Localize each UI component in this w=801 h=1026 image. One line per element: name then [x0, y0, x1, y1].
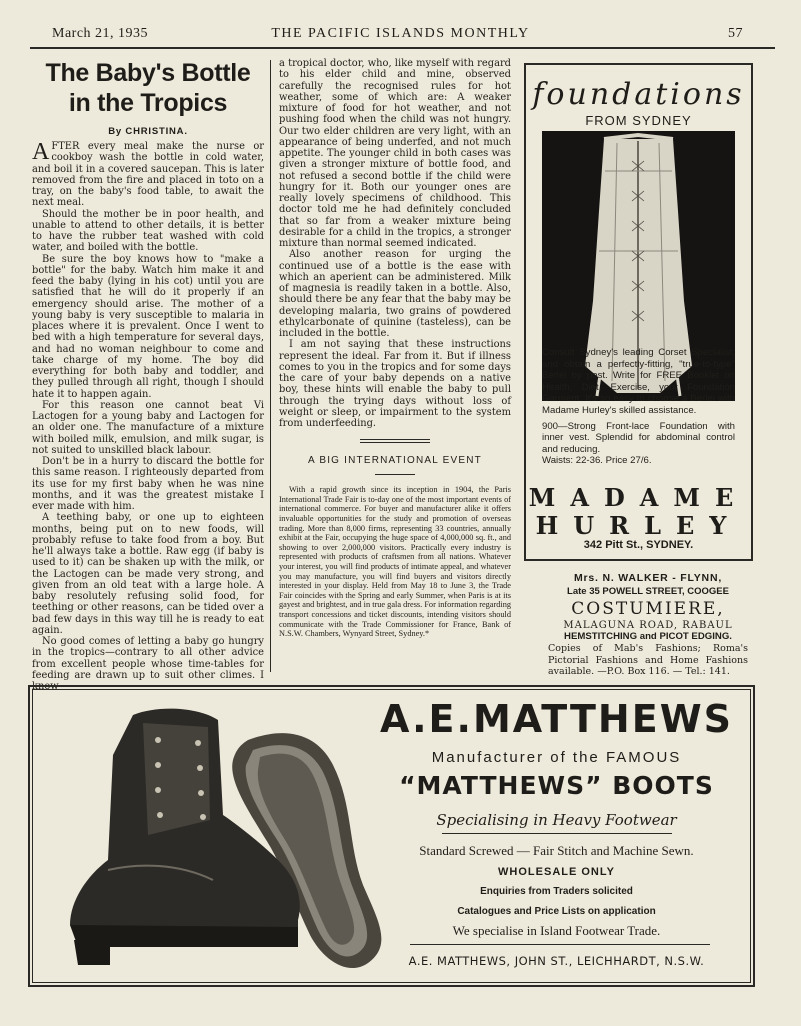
hurley-name: HURLEY [535, 511, 742, 540]
drop-cap: A [32, 139, 50, 165]
article-paragraph: Be sure the boy knows how to "make a bottle" for the baby. Watch him make it and feed the baby (lying in his cot) until you are satisfied that he will do it properly if an emergency should arise. The mother of a young baby is very susceptible to malaria in places where it is prevalent. Once I went to bed with a high temperature for several days, and had no woman neighbour to come and take charge of my home. The boy did everything for both baby and toddler, and they pulled through all right, though I should hate it to happen again. [32, 253, 264, 400]
article-paragraph: I am not saying that these instructions represent the ideal. Far from it. But if illness comes to you in the tropics and for some days the care of your baby depends on a native boy, these hints will enable the baby to pull through the trying days without loss of weight or sleep, or impairment to the system from underfeeding. [279, 339, 511, 429]
boots-product-name: “MATTHEWS” BOOTS [399, 771, 714, 800]
section-rule [375, 474, 415, 475]
costumiere-title: COSTUMIERE, [571, 599, 725, 619]
costumiere-advertisement [548, 572, 748, 678]
boots-wholesale: WHOLESALE ONLY [498, 866, 615, 878]
article-paragraph: Don't be in a hurry to discard the bottle for this same reason. I righteously departed from its use for my first baby when he was nine months, and it was the greatest mistake I ever made with him. [32, 456, 264, 512]
publication-title: THE PACIFIC ISLANDS MONTHLY [271, 26, 530, 41]
issue-date: March 21, 1935 [52, 26, 149, 41]
corset-product: 900—Strong Front-lace Foundation with inner vest. Splendid for abdominal control and reducing. [542, 420, 735, 455]
column-divider [270, 60, 271, 672]
boots-rule [442, 833, 672, 834]
section-rule [360, 439, 430, 440]
boots-advertisement [28, 685, 755, 987]
article-paragraph: For this reason one cannot beat Vi Lactogen for a young baby and Lactogen for an older one. The manufacture of a mixture with boiled milk, emulsion, and milk sugar, is not suited to unskilled black labour. [32, 399, 264, 456]
corset-price: Waists: 22-36. Price 27/6. [542, 455, 652, 467]
article-paragraph: a tropical doctor, who, like myself with regard to his elder child and mine, observed carefully the recognised rules for hot weather, some of which are: A weaker mixture of food for hot weather, and not pushing food when the child was not hungry. Our two elder children are very light, with an appearance of being underfed, and not much appetite. The younger child in both cases was given a stronger mixture of bottle food, and not refused a second bottle if the child were hungry for it. Both our younger ones are really lovely specimens of childhood. This doctor told me he had definitely concluded that so far from a weaker mixture being desirable for a child in the tropics, a stronger mixture than normal seemed indicated. [279, 58, 511, 249]
article-title: The Baby's Bottle in the Tropics [45, 59, 251, 117]
corset-advertisement [524, 63, 753, 561]
corset-address: 342 Pitt St., SYDNEY. [583, 539, 694, 551]
costumiere-road: MALAGUNA ROAD, RABAUL [563, 620, 733, 631]
section-rule [360, 442, 430, 443]
article-byline: By CHRISTINA. [108, 126, 188, 137]
article-paragraph: AFTER every meal make the nurse or cookboy wash the bottle in cold water, and boil it in a covered saucepan. This is later removed from the fire and placed in toto on a tray, on the baby's food table, to await the next meal. [32, 139, 264, 209]
costumiere-hemstitching: HEMSTITCHING and PICOT EDGING. [564, 631, 732, 642]
from-sydney: FROM SYDNEY [585, 113, 692, 128]
costumiere-owner: Mrs. N. WALKER - FLYNN, [573, 572, 723, 584]
article-paragraph: Also another reason for urging the continued use of a bottle is the ease with which an aperient can be administered. Milk of magnesia is readily taken in a bottle. Also, should there be any fear that the baby may be developing malaria, two grains of powdered ethylcarbonate of quinine (tasteless), can be included in the bottle. [279, 249, 511, 339]
boots-company-name: A.E.MATTHEWS [380, 697, 733, 741]
madame-name: MADAME [528, 483, 749, 512]
header-rule [30, 47, 775, 49]
boots-rule [410, 944, 710, 945]
article-column-2 [279, 58, 511, 639]
boots-specialising: Specialising in Heavy Footwear [436, 811, 677, 829]
article-paragraph: Should the mother be in poor health, and unable to attend to other details, it is better to have the rubber teat washed with cold water, and boiled with the bottle. [32, 208, 264, 254]
costumiere-previous-address: Late 35 POWELL STREET, COOGEE [567, 586, 729, 597]
article-paragraph: No good comes of letting a baby go hungry in the tropics—contrary to all other advice from excellent people whose time-tables for feeding are drawn up to suit other climes. I know [32, 636, 264, 692]
boots-address: A.E. MATTHEWS, JOHN ST., LEICHHARDT, N.S.W. [408, 954, 705, 968]
boots-catalogues: Catalogues and Price Lists on application [457, 906, 656, 917]
boots-manufacturer: Manufacturer of the FAMOUS [431, 749, 682, 766]
costumiere-details: Copies of Mab's Fashions; Roma's Pictorial Fashions and Home Fashions available. —P.O. Box 116. — Tel.: 141. [548, 643, 748, 677]
boots-enquiries: Enquiries from Traders solicited [480, 886, 633, 897]
article-column-1 [32, 58, 264, 692]
event-text: With a rapid growth since its inception in 1904, the Paris International Trade Fair is to-day one of the most important events of international commerce. For buyer and manufacturer alike it offers invaluable opportunities for the study and promotion of overseas trading. More than 8,000 firms, representing 33 countries, annually exhibit at the Fair, occupying the huge space of 4,000,000 sq. ft., and showing to over 2,000,000 visitors. Practically every industry is represented with products of craftsmen from all nations. Whatever your interest, you will find products of intimate appeal, and whatever you may manufacture, you will find buyers and visitors directly interested in your display. Held from May 18 to June 3, the Trade Fair coincides with the Spring and early Summer, when Paris is at its gayest and brightest, and in true gala dress. For information regarding transport concessions and ticket discounts, intending visitors should communicate with the Trade Commissioner for France, Bank of N.S.W. Chambers, Wynyard Street, Sydney.* [279, 485, 511, 639]
corset-body: Consult Sydney's leading Corset Specialist, and obtain a perfectly-fitting, "true-to-type" Berlei by post. Write for FREE Booklet on Health, Diet, Exercise, your Foundation Garment. It's so easy to choose a Berlei with Madame Hurley's skilled assistance. [542, 347, 735, 416]
boots-island-trade: We specialise in Island Footwear Trade. [452, 923, 661, 938]
boots-standard: Standard Screwed — Fair Stitch and Machine Sewn. [419, 843, 694, 858]
foundations-logo: foundations [532, 77, 745, 112]
event-heading: A BIG INTERNATIONAL EVENT [308, 455, 482, 467]
article-paragraph: A teething baby, or one up to eighteen months, being put on to new foods, will probably refuse to take food from a boy. But he'll always take a bottle. Raw egg (if baby is used to it) can be shaken up with the milk, or the Lactogen can be made very strong, and given from an old teat with a large hole. A baby resolutely refusing solid food, for teething or other reasons, can be tided over a bad few days in this way till he is ready to eat again. [32, 512, 264, 636]
page-number: 57 [728, 26, 743, 41]
